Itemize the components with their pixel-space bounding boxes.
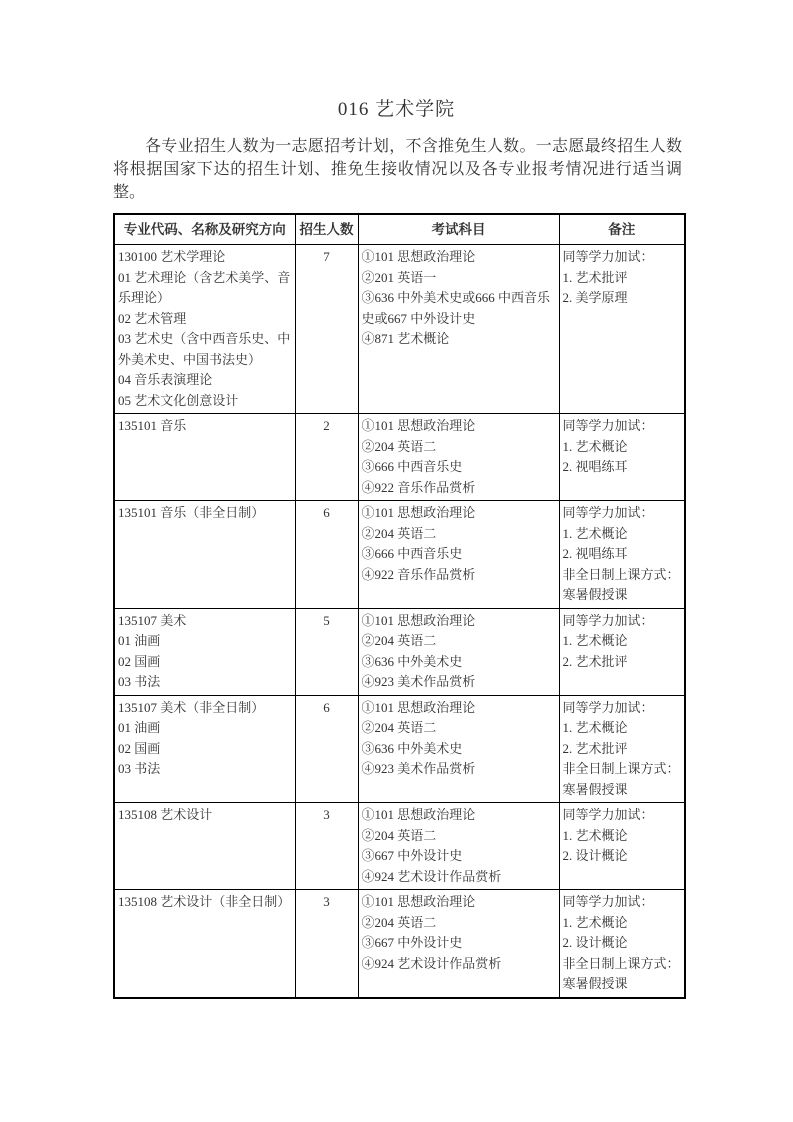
text-line: 135101 音乐: [118, 418, 187, 433]
quota-cell: [295, 414, 358, 501]
program-cell: [114, 890, 295, 998]
text-line: ②204 英语二: [361, 525, 437, 541]
text-line: 02 国画: [118, 740, 161, 756]
text-line: 135107 美术: [118, 612, 187, 628]
text-line: 非全日制上课方式：: [562, 955, 680, 971]
quota-cell: [295, 245, 358, 414]
notes-cell: [559, 890, 685, 998]
text-line: 2. 艺术批评: [562, 653, 628, 669]
text-line: 6: [323, 699, 330, 715]
text-line: 01 油画: [118, 633, 161, 648]
col-header-quota: 招生人数: [295, 214, 358, 245]
table-row: [114, 414, 685, 501]
text-line: 03 书法: [118, 761, 161, 776]
text-line: 寒暑假授课: [562, 781, 628, 797]
table-body: [114, 245, 685, 998]
text-line: ③667 中外设计史: [361, 848, 463, 863]
text-line: ③666 中西音乐史: [361, 459, 463, 474]
table-row: [114, 608, 685, 695]
text-line: ③666 中西音乐史: [361, 546, 463, 561]
text-line: ④871 艺术概论: [361, 331, 450, 346]
text-line: 135107 美术（非全日制）: [118, 699, 265, 715]
text-line: 非全日制上课方式：: [562, 761, 680, 776]
text-line: 135108 艺术设计: [118, 807, 213, 822]
subjects-cell: [358, 501, 559, 609]
notes-cell: [559, 608, 685, 695]
text-line: 同等学力加试：: [562, 699, 654, 715]
subjects-cell: [358, 695, 559, 803]
text-line: ④923 美术作品赏析: [361, 674, 476, 689]
text-line: ①101 思想政治理论: [361, 894, 476, 909]
quota-cell: [295, 695, 358, 803]
text-line: 1. 艺术概论: [562, 827, 628, 843]
table-row: [114, 245, 685, 414]
admissions-table: [113, 213, 686, 999]
text-line: 2. 设计概论: [562, 935, 628, 950]
text-line: ②204 英语二: [361, 720, 437, 735]
text-line: 3: [323, 894, 330, 909]
quota-cell: [295, 803, 358, 890]
subjects-cell: [358, 245, 559, 414]
col-header-program: 专业代码、名称及研究方向: [114, 214, 295, 245]
program-cell: [114, 695, 295, 803]
text-line: 2. 视唱练耳: [562, 546, 628, 561]
text-line: 3: [323, 807, 330, 822]
text-line: ②204 英语二: [361, 914, 437, 930]
text-line: ④923 美术作品赏析: [361, 761, 476, 776]
notes-cell: [559, 414, 685, 501]
text-line: 同等学力加试：: [562, 249, 654, 264]
text-line: 130100 艺术学理论: [118, 249, 226, 264]
text-line: 寒暑假授课: [562, 976, 628, 991]
text-line: 2. 艺术批评: [562, 740, 628, 756]
program-cell: [114, 501, 295, 609]
text-line: ②204 英语二: [361, 633, 437, 648]
text-line: ①101 思想政治理论: [361, 249, 476, 264]
text-line: 1. 艺术概论: [562, 914, 628, 930]
intro-paragraph: 各专业招生人数为一志愿招考计划，不含推免生人数。一志愿最终招生人数将根据国家下达的招生计划、推免生接收情况以及各专业报考情况进行适当调整。: [113, 138, 682, 201]
text-line: ②204 英语二: [361, 438, 437, 454]
text-line: 01 艺术理论（含艺术美学、音乐理论）: [118, 269, 291, 305]
table-row: [114, 803, 685, 890]
program-cell: [114, 803, 295, 890]
text-line: 同等学力加试：: [562, 807, 654, 822]
col-header-subjects: 考试科目: [358, 214, 559, 245]
text-line: ①101 思想政治理论: [361, 505, 476, 520]
table-row: [114, 890, 685, 998]
text-line: ①101 思想政治理论: [361, 418, 476, 433]
text-line: 1. 艺术批评: [562, 269, 628, 285]
program-cell: [114, 245, 295, 414]
text-line: 05 艺术文化创意设计: [118, 392, 239, 408]
subjects-cell: [358, 414, 559, 501]
quota-cell: [295, 890, 358, 998]
page-title: 016 艺术学院: [337, 99, 456, 120]
quota-cell: [295, 501, 358, 609]
text-line: ④924 艺术设计作品赏析: [361, 868, 502, 884]
text-line: 2. 美学原理: [562, 290, 628, 305]
text-line: 1. 艺术概论: [562, 438, 628, 454]
notes-cell: [559, 245, 685, 414]
subjects-cell: [358, 608, 559, 695]
text-line: ②201 英语一: [361, 269, 437, 285]
text-line: 03 书法: [118, 674, 161, 689]
text-line: 同等学力加试：: [562, 612, 654, 628]
text-line: 135108 艺术设计（非全日制）: [118, 894, 291, 909]
text-line: ①101 思想政治理论: [361, 807, 476, 822]
notes-cell: [559, 695, 685, 803]
text-line: ③667 中外设计史: [361, 935, 463, 950]
notes-cell: [559, 501, 685, 609]
text-line: 2. 视唱练耳: [562, 459, 628, 474]
text-line: ②204 英语二: [361, 827, 437, 843]
text-line: 5: [323, 612, 330, 628]
text-line: 03 艺术史（含中西音乐史、中外美术史、中国书法史）: [118, 331, 291, 367]
text-line: 2. 设计概论: [562, 848, 628, 863]
text-line: 6: [323, 505, 330, 520]
text-line: ③636 中外美术史: [361, 740, 463, 756]
text-line: 7: [323, 249, 330, 264]
text-line: 1. 艺术概论: [562, 525, 628, 541]
text-line: 04 音乐表演理论: [118, 372, 213, 387]
table-header-row: [114, 214, 685, 245]
text-line: ①101 思想政治理论: [361, 699, 476, 715]
text-line: 135101 音乐（非全日制）: [118, 505, 265, 520]
text-line: 02 艺术管理: [118, 310, 187, 326]
text-line: ④922 音乐作品赏析: [361, 566, 476, 582]
text-line: 同等学力加试：: [562, 505, 654, 520]
text-line: 1. 艺术概论: [562, 633, 628, 648]
program-cell: [114, 608, 295, 695]
text-line: 非全日制上课方式：: [562, 566, 680, 582]
text-line: ④922 音乐作品赏析: [361, 479, 476, 495]
quota-cell: [295, 608, 358, 695]
text-line: 01 油画: [118, 720, 161, 735]
text-line: 同等学力加试：: [562, 894, 654, 909]
subjects-cell: [358, 890, 559, 998]
text-line: 2: [323, 418, 330, 433]
program-cell: [114, 414, 295, 501]
text-line: ③636 中外美术史或666 中西音乐史或667 中外设计史: [361, 290, 551, 326]
text-line: 02 国画: [118, 653, 161, 669]
text-line: ①101 思想政治理论: [361, 612, 476, 628]
table-row: [114, 501, 685, 609]
table-row: [114, 695, 685, 803]
col-header-notes: 备注: [559, 214, 685, 245]
text-line: ④924 艺术设计作品赏析: [361, 955, 502, 971]
text-line: 寒暑假授课: [562, 587, 628, 602]
subjects-cell: [358, 803, 559, 890]
text-line: ③636 中外美术史: [361, 653, 463, 669]
text-line: 1. 艺术概论: [562, 720, 628, 735]
text-line: 同等学力加试：: [562, 418, 654, 433]
notes-cell: [559, 803, 685, 890]
